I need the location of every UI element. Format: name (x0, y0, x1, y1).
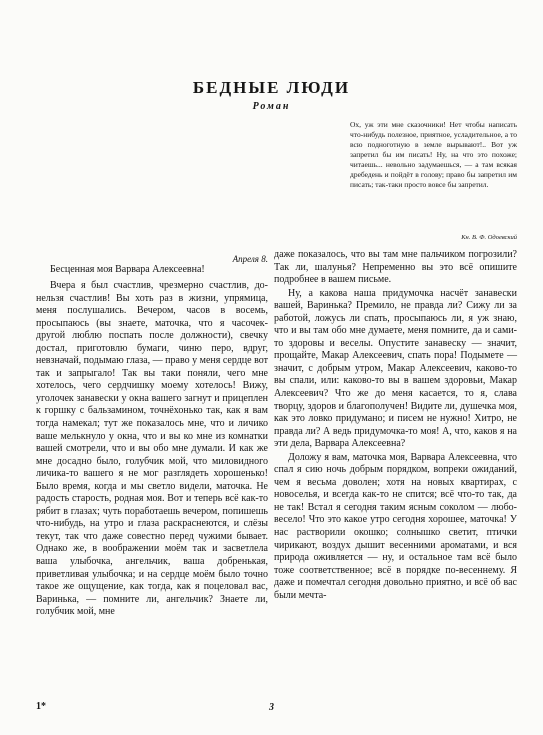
paragraph: Доложу я вам, маточка моя, Варвара Алексеевна, что спал я сию ночь добрым порядком, вопреки ожиданий, чем я весьма доволен; хотя на новых квартирах, с новоселья, и всегда как-то не спится; всё что-то так, да не так! Встал я сегодня таким ясным соколом — любо-весело! Что это какое утро сегодня хорошее, маточка! У нас растворили окошко; солнышко светит, птички чирикают, воздух дышит весенними ароматами, и вся природа оживляется — ну, и остальное там всё было тоже соответственное; всё в порядке по-весеннему. Я даже и помечтал сегодня довольно приятно, и всё об вас были мечта- (274, 451, 517, 601)
page-title: БЕДНЫЕ ЛЮДИ (192, 78, 351, 97)
epigraph-text: Ох, уж эти мне сказочники! Нет чтобы написать что-нибудь полезное, приятное, усладительное, а то всю подноготную в земле вырывают!.. Вот уж запретил бы им писать! Ну, на что это похоже; читаешь... невольно задумаешься, — а там всякая дребедень и пойдёт в голову; право бы запретил им писать; так-таки просто вовсе бы запретил. (350, 120, 517, 189)
text-column-left (36, 280, 268, 619)
letter-date: Апреля 8. (232, 254, 268, 264)
paragraph: Вчера я был счастлив, чрезмерно счастлив, до-нельзя счастлив! Вы хоть раз в жизни, упрямица, меня послушались. Вечером, часов в восемь, просыпаюсь (вы знаете, маточка, что я часочек-другой люблю поспать после должности), свечку достал, приготовлю бумаги, чиню перо, вдруг, невзначай, подымаю глаза, — право у меня сердце вот так и запрыгало! Так вы таки поняли, чего мне хотелось, чего сердчишку моему хотелось! Вижу, уголочек занавески у окна вашего загнут и прицеплен к горшку с бальзамином, точнёхонько так, как я вам тогда намекал; тут же показалось мне, что и личико ваше мелькнуло у окна, что и вы ко мне из комнатки вашей смотрели, что и вы обо мне думали. И как же мне досадно было, голубчик мой, что миловидного личика-то вашего я не мог разглядеть хорошенько! Было время, когда и мы светло видели, маточка. Не радость старость, родная моя. Вот и теперь всё как-то рябит в глазах; чуть поработаешь вечером, попишешь что-нибудь, на утро и глаза раскраснеются, и слёзы текут, так что даже совестно перед чужими бывает. Однако же, в воображении моём так и засветлела ваша улыбочка, ангельчик, ваша добренькая, приветливая улыбочка; и на сердце моём было точно такое же ощущение, как тогда, как я поцеловал вас, Варинька, — помните ли, ангельчик? Знаете ли, голубчик мой, мне (36, 280, 268, 618)
page-subtitle: Роман (252, 101, 291, 112)
text-column-right (274, 249, 517, 602)
signature-mark: 1* (36, 701, 46, 712)
paragraph: Ну, а какова наша придумочка насчёт занавески вашей, Варинька? Премило, не правда ли? Сижу ли за работой, ложусь ли спать, просыпаюсь ли, я уж знаю, что и вы там обо мне думаете, меня помните, да и сами-то здоровы и веселы. Опустите занавеску — значит, прощайте, Макар Алексеевич, спать пора! Подымете — значит, с добрым утром, Макар Алексеевич, каково-то вы спали, или: каково-то вы в вашем здоровьи, Макар Алексеевич? Что же до меня касается, то я, слава творцу, здоров и благополучен! Видите ли, душечка моя, как это ловко придумано; и писем не нужно! Хитро, не правда ли? А ведь придумочка-то моя! А, что, каков я на эти дела, Варвара Алексеевна? (274, 287, 517, 450)
page-number: 3 (269, 702, 274, 713)
epigraph-signature: Кн. В. Ф. Одоевский (461, 234, 517, 241)
letter-greeting: Бесценная моя Варвара Алексеевна! (50, 264, 205, 275)
paragraph: даже показалось, что вы там мне пальчиком погрозили? Так ли, шалунья? Непременно вы это всё опишите подробнее в вашем письме. (274, 249, 517, 286)
